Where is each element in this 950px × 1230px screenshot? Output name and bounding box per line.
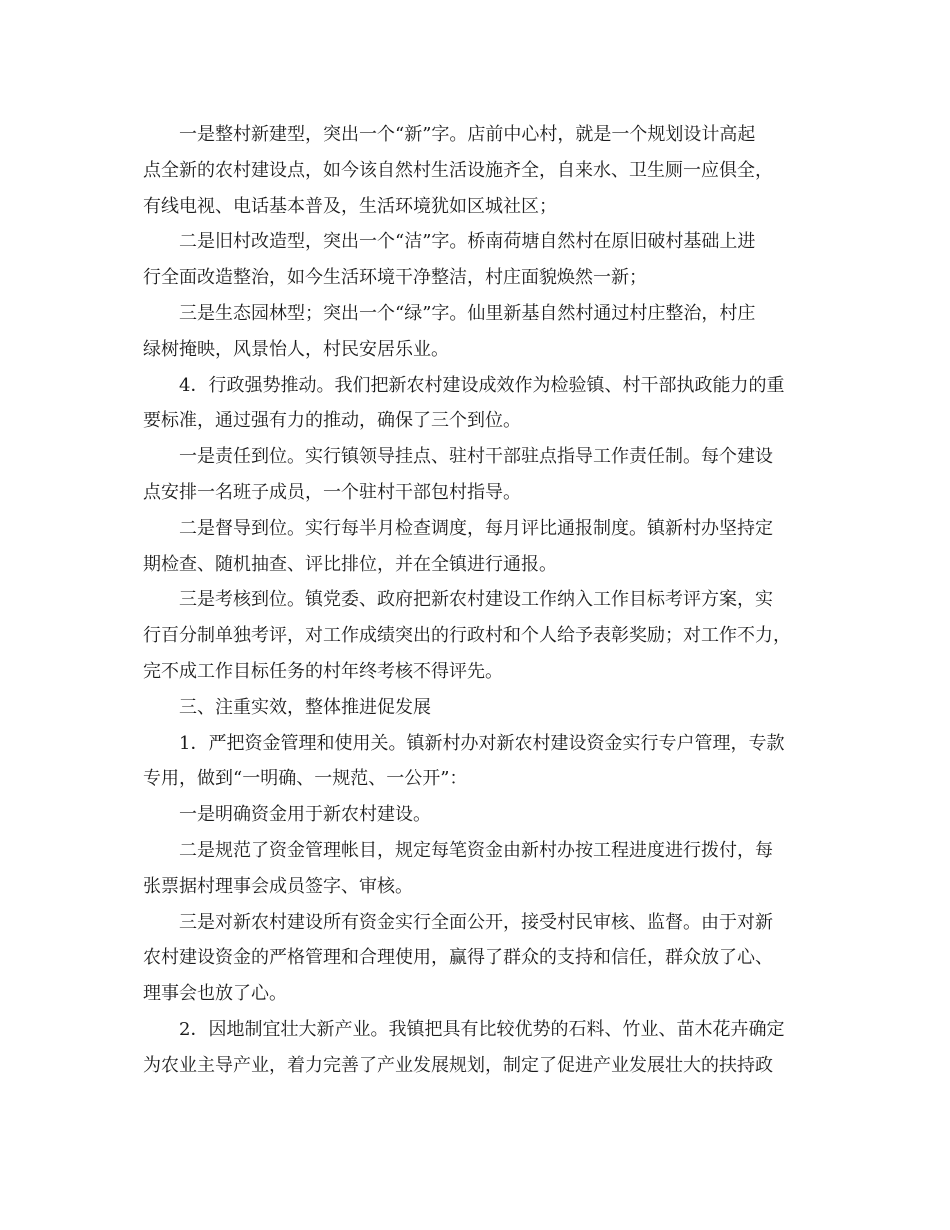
text-line: 二是规范了资金管理帐目，规定每笔资金由新村办按工程进度进行拨付，每	[179, 839, 773, 861]
text-line: 完不成工作目标任务的村年终考核不得评先。	[143, 660, 503, 682]
text-line: 点全新的农村建设点，如今该自然村生活设施齐全，自来水、卫生厕一应俱全，	[143, 159, 773, 181]
text-line: 4．行政强势推动。我们把新农村建设成效作为检验镇、村干部执政能力的重	[179, 374, 785, 396]
text-line: 二是督导到位。实行每半月检查调度，每月评比通报制度。镇新村办坚持定	[179, 517, 773, 539]
text-line: 有线电视、电话基本普及，生活环境犹如区城社区；	[143, 195, 557, 217]
text-line: 期检查、随机抽查、评比排位，并在全镇进行通报。	[143, 553, 557, 575]
text-line: 绿树掩映，风景怡人，村民安居乐业。	[143, 338, 449, 360]
paragraph	[143, 582, 810, 689]
paragraph	[143, 1012, 810, 1084]
text-line: 二是旧村改造型，突出一个“洁”字。桥南荷塘自然村在原旧破村基础上进	[179, 231, 756, 253]
text-line: 一是明确资金用于新农村建设。	[179, 804, 431, 826]
paragraph	[143, 439, 810, 511]
paragraph	[143, 905, 810, 1012]
text-line: 行全面改造整治，如今生活环境干净整洁，村庄面貌焕然一新；	[143, 267, 647, 289]
paragraph	[143, 368, 810, 440]
text-line: 一是责任到位。实行镇领导挂点、驻村干部驻点指导工作责任制。每个建设	[179, 446, 773, 468]
text-line: 行百分制单独考评，对工作成绩突出的行政村和个人给予表彰奖励；对工作不力，	[143, 625, 791, 647]
text-line: 要标准，通过强有力的推动，确保了三个到位。	[143, 410, 521, 432]
paragraph	[143, 797, 810, 833]
text-line: 三、注重实效，整体推进促发展	[179, 696, 431, 718]
text-line: 张票据村理事会成员签字、审核。	[143, 875, 413, 897]
paragraph	[143, 511, 810, 583]
paragraph	[143, 224, 810, 296]
text-line: 理事会也放了心。	[143, 983, 287, 1005]
paragraph	[143, 833, 810, 905]
text-line: 三是对新农村建设所有资金实行全面公开，接受村民审核、监督。由于对新	[179, 911, 773, 933]
text-line: 专用，做到“一明确、一规范、一公开”：	[143, 768, 468, 790]
paragraph	[143, 117, 810, 224]
text-line: 农村建设资金的严格管理和合理使用，赢得了群众的支持和信任，群众放了心、	[143, 947, 773, 969]
paragraph	[143, 296, 810, 368]
paragraph	[143, 726, 810, 798]
text-line: 一是整村新建型，突出一个“新”字。店前中心村，就是一个规划设计高起	[179, 124, 756, 145]
text-line: 三是考核到位。镇党委、政府把新农村建设工作纳入工作目标考评方案，实	[179, 589, 773, 611]
text-line: 三是生态园林型；突出一个“绿”字。仙里新基自然村通过村庄整治，村庄	[179, 302, 756, 324]
text-line: 1．严把资金管理和使用关。镇新村办对新农村建设资金实行专户管理，专款	[179, 732, 785, 754]
document-body	[143, 117, 810, 1084]
text-line: 2．因地制宜壮大新产业。我镇把具有比较优势的石料、竹业、苗木花卉确定	[179, 1018, 785, 1040]
text-line: 点安排一名班子成员，一个驻村干部包村指导。	[143, 481, 521, 503]
paragraph	[143, 690, 810, 726]
text-line: 为农业主导产业，着力完善了产业发展规划，制定了促进产业发展壮大的扶持政	[143, 1054, 773, 1076]
